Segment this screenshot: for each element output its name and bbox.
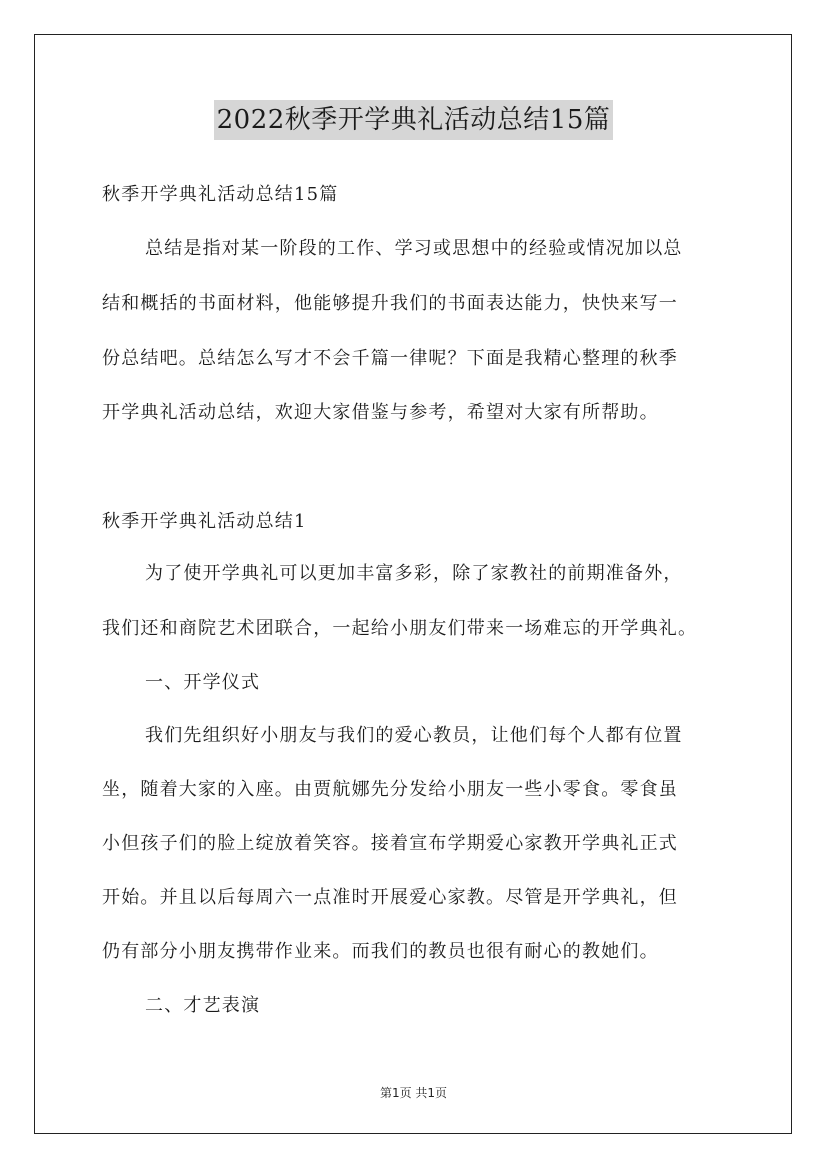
page-footer: 第1页 共1页 (379, 1086, 448, 1100)
intro-line-3: 份总结吧。总结怎么写才不会千篇一律呢？下面是我精心整理的秋季 (102, 348, 678, 369)
paragraph-line: 我们先组织好小朋友与我们的爱心教员，让他们每个人都有位置 (145, 725, 683, 746)
section-heading-1: 一、开学仪式 (145, 672, 261, 693)
intro-line-2: 结和概括的书面材料，他能够提升我们的书面表达能力，快快来写一 (102, 293, 678, 314)
paragraph-line: 坐，随着大家的入座。由贾航娜先分发给小朋友一些小零食。零食虽 (102, 779, 678, 800)
paragraph-line: 开始。并且以后每周六一点准时开展爱心家教。尽管是开学典礼，但 (102, 887, 678, 908)
paragraph-line: 为了使开学典礼可以更加丰富多彩，除了家教社的前期准备外， (145, 563, 683, 584)
document-subtitle: 秋季开学典礼活动总结15篇 (102, 184, 339, 205)
paragraph-line: 小但孩子们的脸上绽放着笑容。接着宣布学期爱心家教开学典礼正式 (102, 833, 678, 854)
document-title: 2022秋季开学典礼活动总结15篇 (214, 100, 614, 140)
intro-line-1: 总结是指对某一阶段的工作、学习或思想中的经验或情况加以总 (145, 238, 683, 259)
intro-line-4: 开学典礼活动总结，欢迎大家借鉴与参考，希望对大家有所帮助。 (102, 402, 659, 423)
section-heading-2: 二、才艺表演 (145, 995, 261, 1016)
section-title: 秋季开学典礼活动总结1 (102, 511, 307, 532)
paragraph-line: 我们还和商院艺术团联合，一起给小朋友们带来一场难忘的开学典礼。 (102, 618, 698, 639)
title-container (0, 100, 827, 140)
paragraph-line: 仍有部分小朋友携带作业来。而我们的教员也很有耐心的教她们。 (102, 941, 659, 962)
